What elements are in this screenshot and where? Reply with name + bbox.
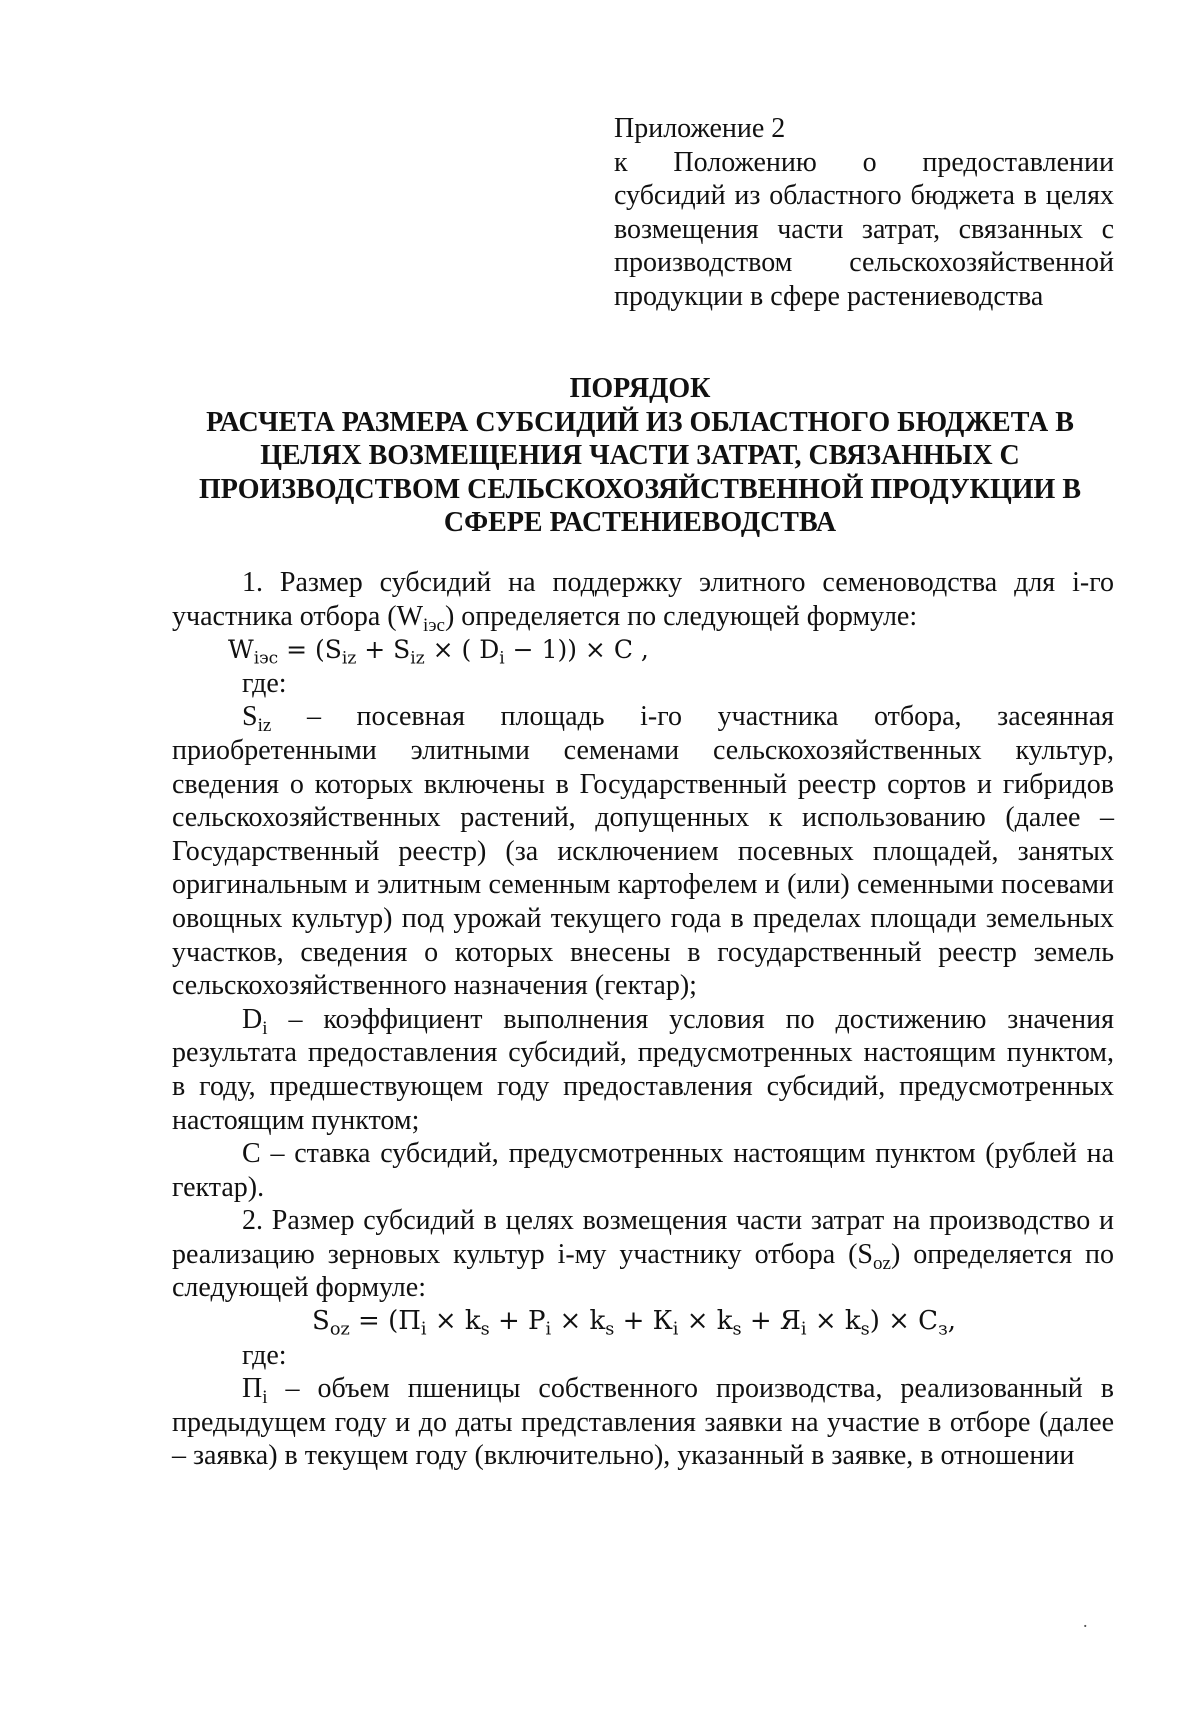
definition-pi: $П_i$ – объем пшеницы собственного производства, реализованный в предыдущем году и до даты представления заявки на участие в отборе (далее – заявка) в текущем году (включительно), указанный в заявке, в отношении [172, 1373, 1114, 1472]
section-2-intro: 2. Размер субсидий в целях возмещения части затрат на производство и реализацию зерновых культур i-му участнику отбора $(S_{oz})$ определяется по следующей формуле: [172, 1205, 1114, 1304]
where-label: где: [242, 667, 287, 699]
formula-1: $W_{iэс} = (S_{iz} + S_{iz}$ × ( $D_i - 1)) \times C$ , [228, 635, 649, 669]
definition-siz: $S_{iz}$ – посевная площадь i-го участника отбора, засеянная приобретенными элитными семенами сельскохозяйственных культур, сведения о которых включены в Государственный реестр сортов и гибридов сельскохозяйственных растений, допущенных к использованию (далее – Государственный реестр) (за исключением посевных площадей, занятых оригинальным и элитным семенным картофелем и (или) семенными посевами овощных культур) под урожай текущего года в пределах площади земельных участков, сведения о которых внесены в государственный реестр земель сельскохозяйственного назначения (гектар); [172, 701, 1114, 1002]
annex-line: субсидий из областного бюджета в целях [614, 180, 1114, 211]
definition-c: С – ставка субсидий, предусмотренных настоящим пунктом (рублей на гектар). [172, 1138, 1114, 1203]
section-1-intro: 1. Размер субсидий на поддержку элитного семеноводства для i-го участника отбора $(W_{iэс})$ определяется по следующей формуле: [172, 567, 1114, 636]
definition-di: $D_i$ – коэффициент выполнения условия по достижению значения результата предоставления субсидий, предусмотренных настоящим пунктом, в году, предшествующем году предоставления субсидий, предусмотренных настоящим пунктом; [172, 1003, 1114, 1136]
annex-line: возмещения части затрат, связанных с [614, 213, 1114, 245]
annex-line: к Положению о предоставлении [614, 146, 1114, 178]
annex-line: производством сельскохозяйственной [614, 247, 1114, 278]
page-mark: . [1083, 1611, 1088, 1631]
formula-2: $S_{oz} = (П_i \times k_s + P_i \times k_s + К_i \times k_s + Я_i \times k_s) \times С_з$, [312, 1306, 956, 1340]
heading-line: ЦЕЛЯХ ВОЗМЕЩЕНИЯ ЧАСТИ ЗАТРАТ, СВЯЗАННЫХ С [260, 440, 1020, 472]
heading-line: РАСЧЕТА РАЗМЕРА СУБСИДИЙ ИЗ ОБЛАСТНОГО БЮДЖЕТА В [206, 406, 1074, 438]
document-body [172, 566, 1114, 1473]
document-heading [160, 372, 1120, 540]
annex-block [614, 112, 1114, 313]
heading-line: ПОРЯДОК [569, 373, 711, 404]
annex-title: Приложение 2 [614, 113, 786, 144]
heading-line: СФЕРЕ РАСТЕНИЕВОДСТВА [443, 507, 837, 539]
where-label: где: [242, 1339, 287, 1371]
heading-line: ПРОИЗВОДСТВОМ СЕЛЬСКОХОЗЯЙСТВЕННОЙ ПРОДУКЦИИ В [198, 473, 1081, 505]
annex-line: продукции в сфере растениеводства [614, 280, 1044, 312]
